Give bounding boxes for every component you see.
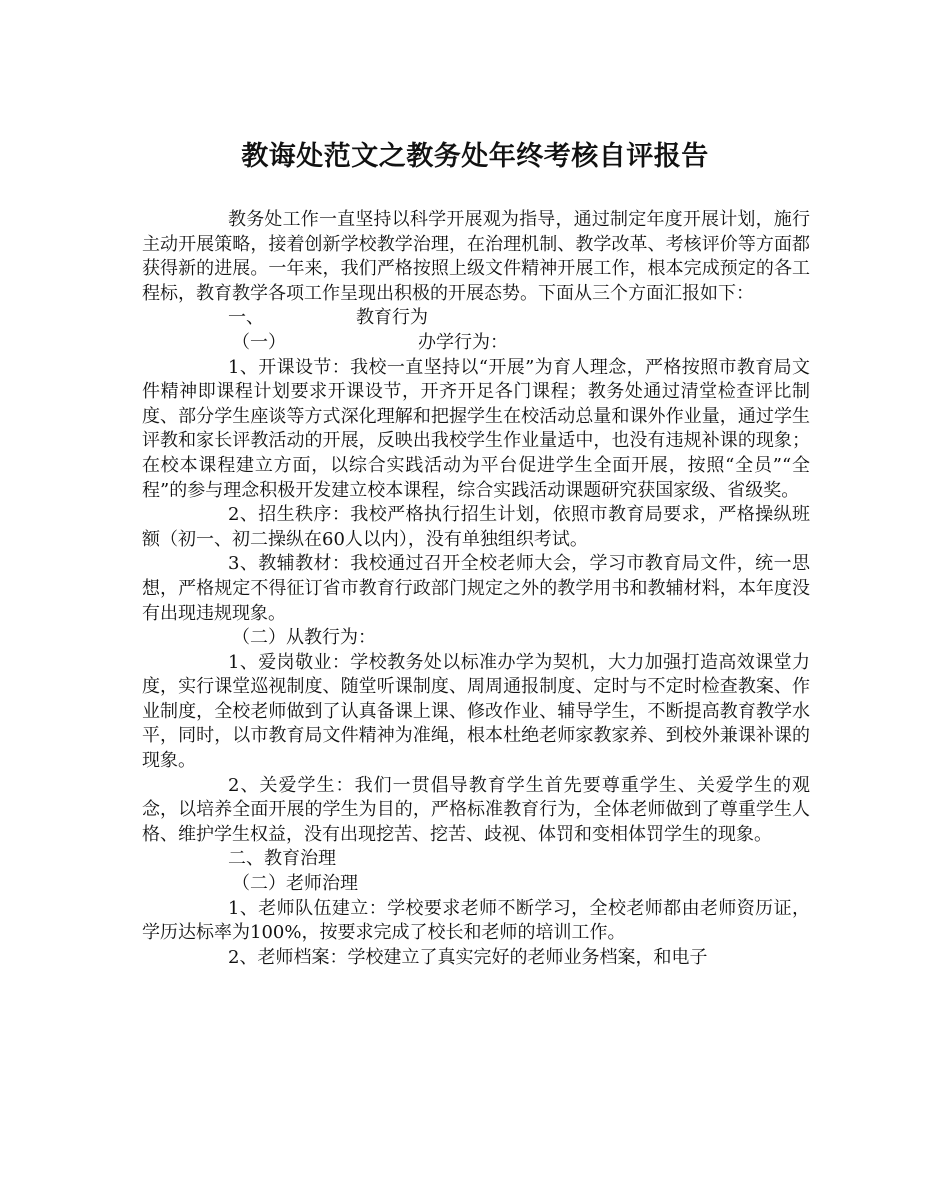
subsection-title: 办学行为：	[418, 331, 508, 353]
subsection-heading-1-1	[142, 331, 810, 356]
paragraph-enrollment: 2、招生秩序：我校严格执行招生计划，依照市教育局要求，严格操纵班额（初一、初二操纵在60人以内），没有单独组织考试。	[142, 504, 810, 550]
subsection-heading-2-1: （二）老师治理	[232, 873, 358, 895]
section-title: 教育行为	[356, 307, 428, 329]
section-heading-1	[142, 306, 810, 331]
paragraph-course-setting: 1、开课设节：我校一直坚持以“开展”为育人理念，严格按照市教育局文件精神即课程计划要求开课设节，开齐开足各门课程；教务处通过清堂检查评比制度、部分学生座谈等方式深化理解和把握学生在校活动总量和课外作业量，通过学生评教和家长评教活动的开展，反映出我校学生作业量适中，也没有违规补课的现象；在校本课程建立方面，以综合实践活动为平台促进学生全面开展，按照“全员”“全程”的参与理念积极开发建立校本课程，综合实践活动课题研究获国家级、省级奖。	[142, 356, 810, 501]
document-body	[142, 208, 810, 970]
document-title: 教诲处范文之教务处年终考核自评报告	[241, 141, 709, 172]
section-number: 一、	[228, 307, 264, 329]
paragraph-textbooks: 3、教辅教材：我校通过召开全校老师大会，学习市教育局文件，统一思想，严格规定不得征订省市教育行政部门规定之外的教学用书和教辅材料，本年度没有出现违规现象。	[142, 553, 810, 624]
section-heading-2: 二、教育治理	[228, 848, 336, 870]
paragraph-teacher-records: 2、老师档案：学校建立了真实完好的老师业务档案，和电子	[228, 946, 708, 968]
paragraph-teacher-team: 1、老师队伍建立：学校要求老师不断学习，全校老师都由老师资历证，学历达标率为100%，按要求完成了校长和老师的培训工作。	[142, 897, 810, 944]
subsection-number: （一）	[232, 331, 286, 353]
paragraph-caring-students: 2、关爱学生：我们一贯倡导教育学生首先要尊重学生、关爱学生的观念，以培养全面开展的学生为目的，严格标准教育行为，全体老师做到了尊重学生人格、维护学生权益，没有出现挖苦、挖苦、歧视、体罚和变相体罚学生的现象。	[142, 774, 810, 845]
paragraph-dedication: 1、爱岗敬业：学校教务处以标准办学为契机，大力加强打造高效课堂力度，实行课堂巡视制度、随堂听课制度、周周通报制度、定时与不定时检查教案、作业制度，全校老师做到了认真备课上课、修改作业、辅导学生，不断提高教育教学水平，同时，以市教育局文件精神为准绳，根本杜绝老师家教家养、到校外兼课补课的现象。	[142, 651, 810, 772]
intro-paragraph: 教务处工作一直坚持以科学开展观为指导，通过制定年度开展计划，施行主动开展策略，接着创新学校教学治理，在治理机制、教学改革、考核评价等方面都获得新的进展。一年来，我们严格按照上级文件精神开展工作，根本完成预定的各工程标，教育教学各项工作呈现出积极的开展态势。下面从三个方面汇报如下：	[142, 209, 810, 304]
subsection-heading-1-2: （二）从教行为：	[232, 627, 376, 649]
